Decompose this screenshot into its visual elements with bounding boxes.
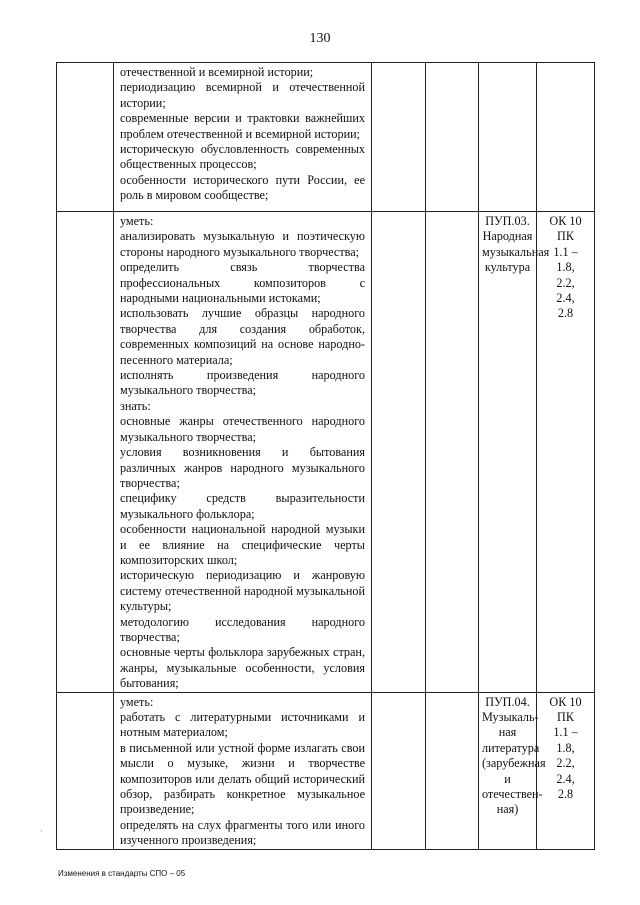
index-line: литература (482, 740, 540, 755)
code-cell (57, 212, 114, 693)
index-cell (479, 692, 546, 849)
competency-line: 1.8, (556, 740, 575, 755)
hours-max-cell (372, 212, 426, 693)
content-item: использовать лучшие образцы народного творчества для создания обработок, современных композиций на основе народно-песенного материала; (120, 306, 365, 367)
content-item: знать: (120, 398, 151, 413)
competency-line: 2.2, (556, 756, 575, 771)
page-footer: Изменения в стандарты СПО – 05 (58, 869, 186, 878)
competency-cell (537, 692, 595, 849)
index-line: ПУП.03. (485, 214, 530, 228)
content-item: особенности исторического пути России, ее роль в мировом сообществе; (120, 172, 365, 203)
hours-max-cell (372, 63, 426, 212)
content-cell (114, 63, 372, 212)
content-item: специфику средств выразительности музыкального фольклора; (120, 491, 365, 521)
table-row (57, 212, 595, 693)
index-line: Музыкаль- (482, 710, 539, 724)
competency-line: ОК 10 (549, 694, 582, 709)
index-line: (зарубежная (482, 756, 546, 771)
index-line: ная (498, 725, 517, 740)
code-cell (57, 63, 114, 212)
competency-line: 2.4, (556, 291, 575, 306)
index-cell (479, 63, 537, 212)
content-item: историческую периодизацию и жанровую систему отечественной народной музыкальной культуры; (120, 568, 365, 614)
index-line: Народная (482, 229, 533, 244)
content-item: методологию исследования народного творчества; (120, 614, 365, 644)
content-item: основные черты фольклора зарубежных стран, жанры, музыкальные особенности, условия бытования; (120, 645, 365, 691)
table-row (57, 63, 595, 212)
index-line: ная) (496, 802, 519, 817)
content-item: работать с литературными источниками и нотным материалом; (120, 710, 365, 740)
code-cell (57, 692, 114, 849)
competency-line: 1.8, (556, 260, 575, 275)
curriculum-table (56, 62, 595, 850)
table-row (57, 692, 595, 849)
content-item: периодизацию всемирной и отечественной истории; (120, 80, 365, 110)
index-line: и (504, 771, 511, 786)
competency-cell (537, 63, 595, 212)
hours-class-cell (426, 692, 479, 849)
content-item: в письменной или устной форме излагать свои мысли о музыке, жизни и творчестве композиторов или делать общий исторический обзор, разбирать конкретное музыкальное произведение; (120, 740, 365, 817)
competency-line: ПК (557, 710, 574, 724)
content-cell (114, 692, 372, 849)
index-line: ПУП.04. (485, 694, 530, 709)
index-line: отечествен- (482, 787, 543, 802)
competency-line: 2.2, (556, 275, 575, 290)
content-item: отечественной и всемирной истории; (120, 65, 314, 79)
content-item: основные жанры отечественного народного музыкального творчества; (120, 414, 365, 444)
scan-speck: · (40, 827, 43, 836)
content-item: уметь: (120, 694, 154, 709)
competency-line: ПК (557, 229, 574, 244)
content-item: условия возникновения и бытования различных жанров народного музыкального творчества; (120, 445, 365, 490)
competency-line: 1.1 – (553, 244, 578, 259)
content-item: особенности национальной народной музыки и ее влияние на специфические черты композиторских школ; (120, 522, 365, 567)
hours-max-cell (372, 692, 426, 849)
index-line: культура (484, 260, 531, 275)
content-item: историческую обусловленность современных общественных процессов; (120, 142, 365, 172)
competency-line: 2.4, (556, 771, 575, 786)
competency-line: 2.8 (557, 787, 574, 802)
index-cell (479, 212, 550, 693)
competency-line: 2.8 (557, 306, 574, 321)
index-line: музыкальная (482, 244, 550, 259)
competency-line: ОК 10 (549, 214, 582, 228)
content-item: анализировать музыкальную и поэтическую стороны народного музыкального творчества; (120, 229, 365, 259)
content-item: современные версии и трактовки важнейших проблем отечественной и всемирной истории; (120, 111, 365, 141)
content-item: определить связь творчества профессиональных композиторов с народными национальными истоками; (120, 260, 365, 306)
content-cell (114, 212, 372, 693)
content-item: определять на слух фрагменты того или иного изученного произведения; (120, 817, 365, 848)
competency-cell (537, 212, 595, 693)
competency-line: 1.1 – (553, 725, 578, 740)
content-item: уметь: (120, 214, 154, 228)
page-number: 130 (309, 31, 331, 46)
content-item: исполнять произведения народного музыкального творчества; (120, 368, 365, 398)
hours-class-cell (426, 212, 479, 693)
hours-class-cell (426, 63, 479, 212)
